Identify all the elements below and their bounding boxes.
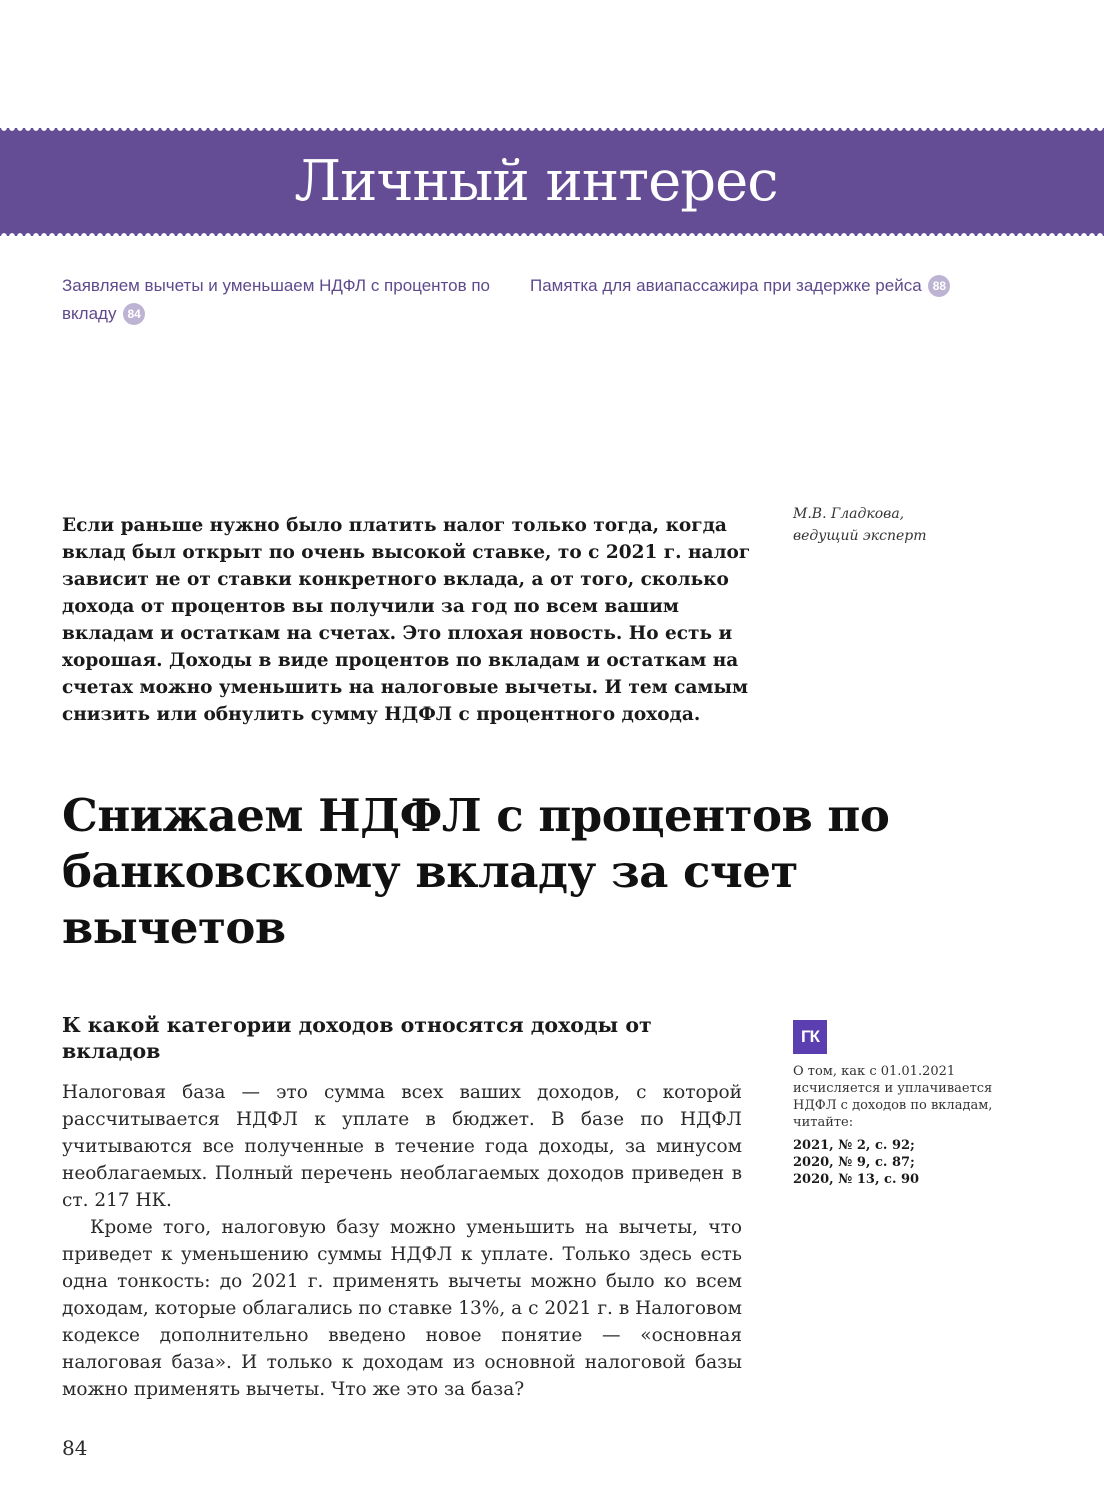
section-title: Личный интерес [294, 149, 778, 214]
author-position: ведущий эксперт [793, 528, 927, 544]
sidebar-reference[interactable]: 2020, № 13, с. 90 [793, 1172, 920, 1187]
toc-page-badge: 84 [123, 303, 145, 325]
lead-paragraph: Если раньше нужно было платить налог только тогда, когда вклад был открыт по очень высокой ставке, то с 2021 г. налог зависит не от ставки конкретного вклада, а от того, сколько дохода от процентов вы получили за год по всем вашим вкладам и остаткам на счетах. Это плохая новость. Но есть и хорошая. Доходы в виде процентов по вкладам и остаткам на счетах можно уменьшить на налоговые вычеты. И тем самым снизить или обнулить сумму НДФЛ с процентного дохода. [62, 515, 751, 725]
sidebar-reference[interactable]: 2020, № 9, с. 87; [793, 1155, 915, 1170]
toc-item-title: Заявляем вычеты и уменьшаем НДФЛ с процентов по вкладу [62, 276, 491, 323]
gk-logo-text: ГК [800, 1027, 819, 1046]
gk-logo-icon [793, 1020, 827, 1054]
page-number: 84 [62, 1436, 88, 1460]
toc-item[interactable] [530, 272, 990, 300]
toc-item-title: Памятка для авиапассажира при задержке рейса [530, 276, 922, 295]
sidebar-references [793, 1137, 1003, 1188]
author-name: М.В. Гладкова, [793, 506, 905, 522]
toc-item[interactable] [62, 272, 492, 328]
article-headline: Снижаем НДФЛ с процентов по банковскому вкладу за счет вычетов [62, 789, 890, 954]
sidebar-reference[interactable]: 2021, № 2, с. 92; [793, 1138, 915, 1153]
article-body [62, 1079, 742, 1403]
sidebar-note: О том, как с 01.01.2021 исчисляется и уплачивается НДФЛ с доходов по вкладам, читайте: [793, 1064, 993, 1130]
article-subheading: К какой категории доходов относятся доходы от вкладов [62, 1013, 652, 1063]
author-byline [793, 503, 927, 547]
body-paragraph: Кроме того, налоговую базу можно уменьшить на вычеты, что приведет к уменьшению суммы НДФЛ к уплате. Только здесь есть одна тонкость: до 2021 г. применять вычеты можно было ко всем доходам, которые облагались по ставке 13%, а с 2021 г. в Налоговом кодексе дополнительно введено новое понятие — «основная налоговая база». И только к доходам из основной налоговой базы можно применять вычеты. Что же это за база? [62, 1217, 742, 1400]
toc-page-badge: 88 [928, 275, 950, 297]
body-paragraph: Налоговая база — это сумма всех ваших доходов, с которой рассчитывается НДФЛ к уплате в бюджет. В базе по НДФЛ учитываются все полученные в течение года доходы, за минусом необлагаемых. Полный перечень необлагаемых доходов приведен в ст. 217 НК. [62, 1082, 742, 1211]
